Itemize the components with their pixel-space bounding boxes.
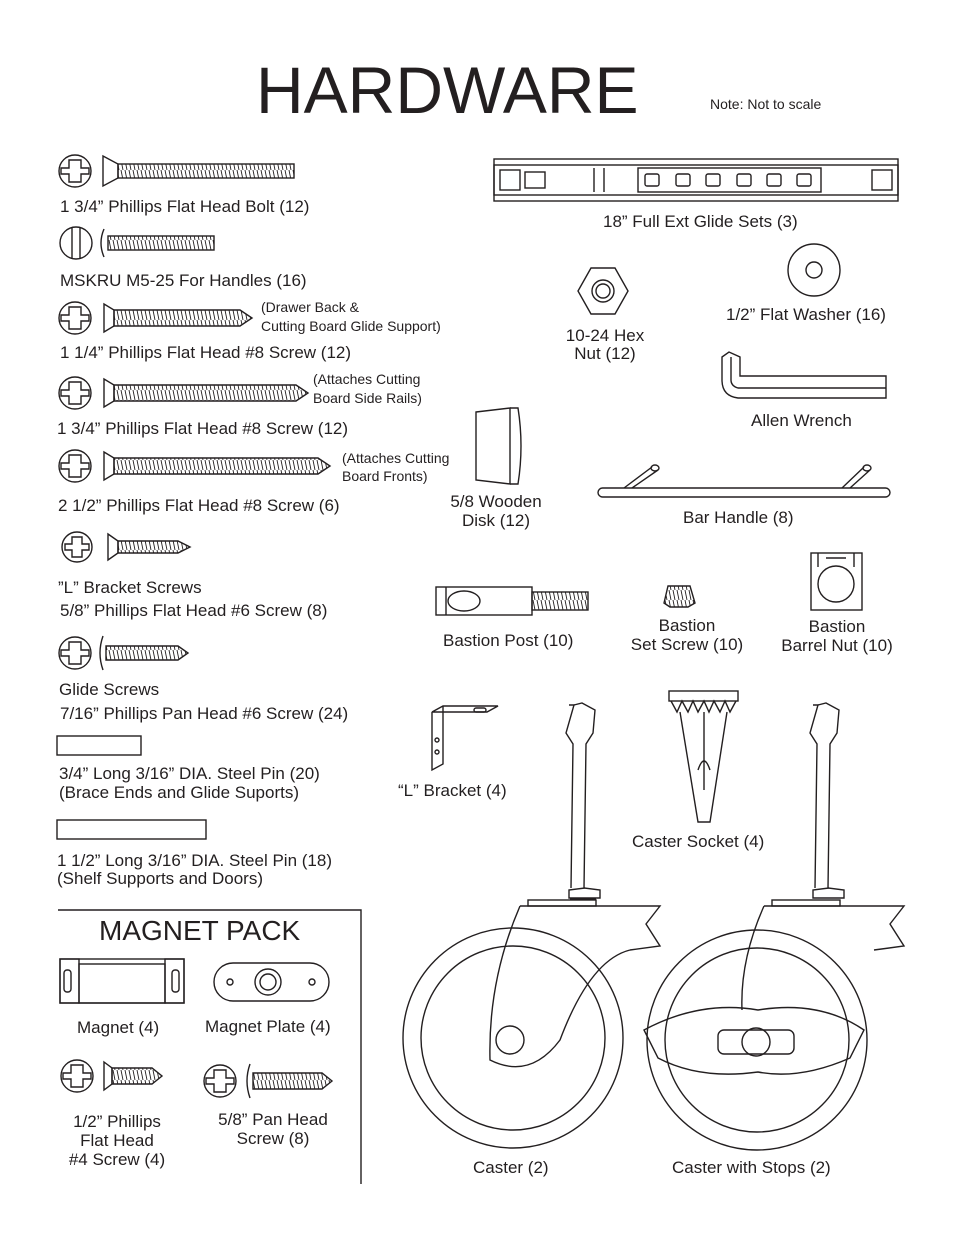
bastion-post-label: Bastion Post (10): [443, 631, 574, 650]
wood-screw-icon: [59, 377, 308, 409]
handle-screw-icon: [60, 227, 214, 259]
magnet-plate-label: Magnet Plate (4): [205, 1017, 331, 1036]
wood-screw-icon: [59, 450, 330, 482]
wood-screw-icon: [59, 302, 252, 334]
l-bracket-icon: [432, 706, 498, 770]
small-flat-screw-icon: [61, 1060, 162, 1092]
pan-head-label: 5/8” Pan Head: [218, 1110, 328, 1129]
barrel-nut-icon: [811, 553, 862, 610]
half-screw-label: Flat Head: [80, 1131, 154, 1150]
scale-note: Note: Not to scale: [710, 96, 822, 112]
long-pin-label: 1 1/2” Long 3/16” DIA. Steel Pin (18): [57, 851, 332, 870]
screw-label: 1 1/4” Phillips Flat Head #8 Screw (12): [60, 343, 352, 362]
long-pin-note: (Shelf Supports and Doors): [57, 869, 263, 888]
screw-note-line: Board Fronts): [342, 468, 428, 484]
screw-note-line: (Attaches Cutting: [342, 450, 450, 466]
wooden-disk-label: Disk (12): [461, 511, 530, 530]
magnet-pack-title: MAGNET PACK: [99, 915, 301, 946]
hex-nut-icon: [578, 268, 628, 314]
barrel-nut-label: Barrel Nut (10): [781, 636, 893, 655]
flat-washer-icon: [788, 244, 840, 296]
bar-handle-icon: [598, 465, 890, 497]
glide-screws-label: 7/16” Phillips Pan Head #6 Screw (24): [60, 704, 349, 723]
bolt-label: 1 3/4” Phillips Flat Head Bolt (12): [60, 197, 310, 216]
caster-with-stops-icon: [644, 703, 904, 1150]
screw-note-line: (Drawer Back &: [261, 299, 360, 315]
page-title: HARDWARE: [256, 53, 639, 127]
short-steel-pin-icon: [57, 736, 141, 755]
half-screw-label: #4 Screw (4): [68, 1150, 166, 1169]
glide-screws-heading: Glide Screws: [59, 680, 160, 699]
allen-wrench-label: Allen Wrench: [751, 411, 852, 430]
glide-sets-label: 18” Full Ext Glide Sets (3): [603, 212, 798, 231]
set-screw-label: Bastion: [658, 616, 716, 635]
allen-wrench-icon: [722, 352, 886, 398]
caster-icon: [403, 703, 660, 1148]
set-screw-icon: [664, 586, 695, 607]
caster-socket-label: Caster Socket (4): [632, 832, 765, 851]
barrel-nut-label: Bastion: [808, 617, 866, 636]
screw-note-line: (Attaches Cutting: [313, 371, 421, 387]
l-bracket-label: “L” Bracket (4): [398, 781, 507, 800]
short-pin-note: (Brace Ends and Glide Suports): [59, 783, 300, 802]
caster-socket-icon: [669, 691, 738, 822]
handle-screw-label: MSKRU M5-25 For Handles (16): [60, 271, 307, 290]
pan-head-label: Screw (8): [236, 1129, 310, 1148]
l-bracket-screws-heading: ”L” Bracket Screws: [58, 578, 202, 597]
pan-head-screw-icon: [204, 1064, 332, 1098]
long-steel-pin-icon: [57, 820, 206, 839]
pan-head-screw-icon: [59, 636, 188, 670]
caster-stops-label: Caster with Stops (2): [672, 1158, 831, 1177]
screw-note-line: Board Side Rails): [313, 390, 422, 406]
short-pin-label: 3/4” Long 3/16” DIA. Steel Pin (20): [59, 764, 320, 783]
l-bracket-screws-label: 5/8” Phillips Flat Head #6 Screw (8): [60, 601, 328, 620]
caster-label: Caster (2): [473, 1158, 549, 1177]
screw-label: 1 3/4” Phillips Flat Head #8 Screw (12): [57, 419, 349, 438]
flat-head-bolt-icon: [59, 155, 294, 187]
wooden-disk-label: 5/8 Wooden: [450, 492, 542, 511]
screw-note-line: Cutting Board Glide Support): [261, 318, 441, 334]
magnet-label: Magnet (4): [77, 1018, 160, 1037]
hex-nut-label: Nut (12): [574, 344, 636, 363]
bar-handle-label: Bar Handle (8): [683, 508, 794, 527]
drawer-glide-icon: [494, 159, 898, 201]
bastion-post-icon: [436, 587, 588, 615]
magnet-plate-icon: [214, 963, 329, 1001]
magnet-icon: [60, 959, 184, 1003]
wooden-disk-icon: [476, 408, 521, 484]
screw-label: 2 1/2” Phillips Flat Head #8 Screw (6): [58, 496, 340, 515]
set-screw-label: Set Screw (10): [630, 635, 744, 654]
washer-label: 1/2” Flat Washer (16): [726, 305, 886, 324]
hex-nut-label: 10-24 Hex: [565, 326, 645, 345]
half-screw-label: 1/2” Phillips: [73, 1112, 161, 1131]
small-flat-screw-icon: [62, 532, 190, 562]
